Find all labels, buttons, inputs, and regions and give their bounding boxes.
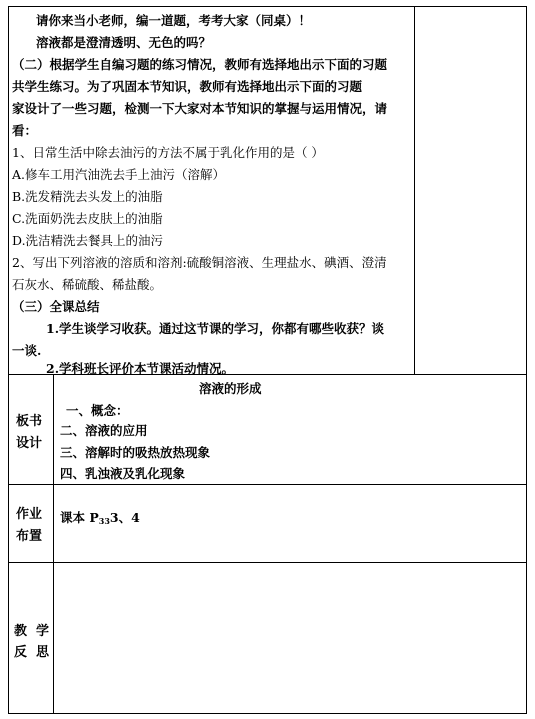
left-border <box>8 6 9 714</box>
reflection-label-line1: 教 学 <box>14 624 50 639</box>
summary-item-2: 2.学科班长评价本节课活动情况。 <box>46 361 235 376</box>
text-line: 家设计了一些习题，检测一下大家对本节知识的掌握与运用情况，请 <box>12 101 388 116</box>
upper-inner-divider <box>414 6 415 374</box>
text-line: 看： <box>12 123 38 138</box>
option-c: C.洗面奶洗去皮肤上的油脂 <box>12 211 163 226</box>
text-line: 溶液都是澄清透明、无色的吗？ <box>36 35 212 50</box>
summary-item-1: 1.学生谈学习收获。通过这节课的学习，你都有哪些收获？谈 <box>46 321 385 336</box>
section-heading: （三）全课总结 <box>12 299 100 314</box>
summary-item-1-cont: 一谈. <box>12 343 42 358</box>
question-2-cont: 石灰水、稀硫酸、稀盐酸。 <box>12 277 163 292</box>
right-border <box>526 6 527 714</box>
board-item: 三、溶解时的吸热放热现象 <box>60 445 211 460</box>
board-label-line1: 板书 <box>16 414 43 429</box>
row-divider-homework <box>8 484 527 485</box>
option-a: A.修车工用汽油洗去手上油污（溶解） <box>12 167 226 182</box>
question-1: 1、日常生活中除去油污的方法不属于乳化作用的是（ ） <box>12 145 324 160</box>
option-d: D.洗洁精洗去餐具上的油污 <box>12 233 164 248</box>
board-item: 四、乳浊液及乳化现象 <box>60 466 186 481</box>
label-column-divider <box>53 374 54 714</box>
homework-text-suffix: 3、4 <box>109 510 140 525</box>
homework-text-prefix: 课本 P <box>60 510 99 525</box>
question-2: 2、写出下列溶液的溶质和溶剂:硫酸铜溶液、生理盐水、碘酒、澄清 <box>12 255 387 270</box>
row-divider-reflection <box>8 562 527 563</box>
text-line: 请你来当小老师，编一道题，考考大家（同桌）！ <box>36 13 312 28</box>
homework-label-line2: 布置 <box>16 529 43 544</box>
section-heading: （二）根据学生自编习题的练习情况，教师有选择地出示下面的习题 <box>12 57 388 72</box>
board-item: 一、概念： <box>66 403 129 418</box>
option-b: B.洗发精洗去头发上的油脂 <box>12 189 163 204</box>
top-border <box>8 6 527 7</box>
homework-page-subscript: 33 <box>98 516 110 526</box>
text-line: 共学生练习。为了巩固本节知识，教师有选择地出示下面的习题 <box>12 79 363 94</box>
board-label-line2: 设计 <box>16 436 43 451</box>
reflection-label-line2: 反 思 <box>14 645 50 660</box>
homework-text <box>60 509 140 530</box>
board-item: 二、溶液的应用 <box>60 423 148 438</box>
board-title: 溶液的形成 <box>199 381 262 396</box>
homework-label-line1: 作业 <box>16 507 43 522</box>
bottom-border <box>8 713 527 714</box>
